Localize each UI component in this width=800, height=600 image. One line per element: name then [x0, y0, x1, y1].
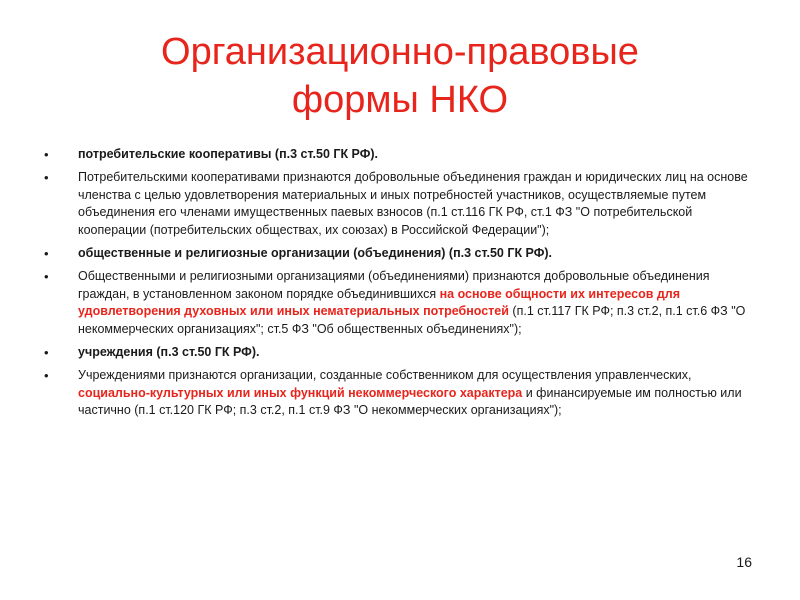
page-number: 16 [736, 554, 752, 570]
bullet-heading-text: учреждения (п.3 ст.50 ГК РФ). [78, 345, 260, 360]
highlighted-text: социально-культурных или иных функций некоммерческого характера [78, 385, 523, 400]
bullet-item-institutions-heading [44, 344, 760, 361]
bullet-item-public-religious-heading [44, 245, 760, 262]
slide-title-line-1: Организационно-правовые [161, 31, 639, 73]
bullet-body-text: и финансируемые им полностью или частично (п.1 ст.120 ГК РФ; п.3 ст.2, п.1 ст.9 ФЗ "О некоммерческих организациях"); [78, 385, 742, 418]
slide-title [0, 28, 800, 124]
bullet-body-text: Общественными и религиозными организациями (объединениями) признаются добровольные объединения граждан, в установленном законом порядке объединившихся [78, 269, 710, 301]
bullet-heading-text: потребительские кооперативы (п.3 ст.50 ГК РФ). [78, 147, 379, 161]
bullet-item-institutions-definition [44, 367, 760, 419]
bullet-body-text: Учреждениями признаются организации, созданные собственником для осуществления управленческих, [78, 368, 692, 383]
bullet-body-text: Потребительскими кооперативами признаются добровольные объединения граждан и юридических лиц на основе членства с целью удовлетворения материальных и иных потребностей участников, осуществляемые путем объединения его членами имущественных паевых взносов (п.1 ст.116 ГК РФ, ст.1 ФЗ "О потребительской кооперации (потребительских обществах, их союзах) в Российской Федерации"); [78, 170, 748, 237]
slide-title-line-2: формы НКО [291, 79, 509, 121]
bullet-item-consumer-coops-definition [44, 169, 760, 239]
bullet-item-public-religious-definition [44, 268, 760, 338]
bullet-heading-text: общественные и религиозные организации (объединения) (п.3 ст.50 ГК РФ). [78, 246, 553, 261]
highlighted-text: на основе общности их интересов для удовлетворения духовных или иных нематериальных потребностей [78, 286, 681, 319]
bullet-list [44, 146, 760, 426]
bullet-body-text: (п.1 ст.117 ГК РФ; п.3 ст.2, п.1 ст.6 ФЗ "О некоммерческих организациях"; ст.5 ФЗ "Об общественных объединениях"); [78, 304, 746, 336]
bullet-item-consumer-coops-heading [44, 146, 760, 163]
